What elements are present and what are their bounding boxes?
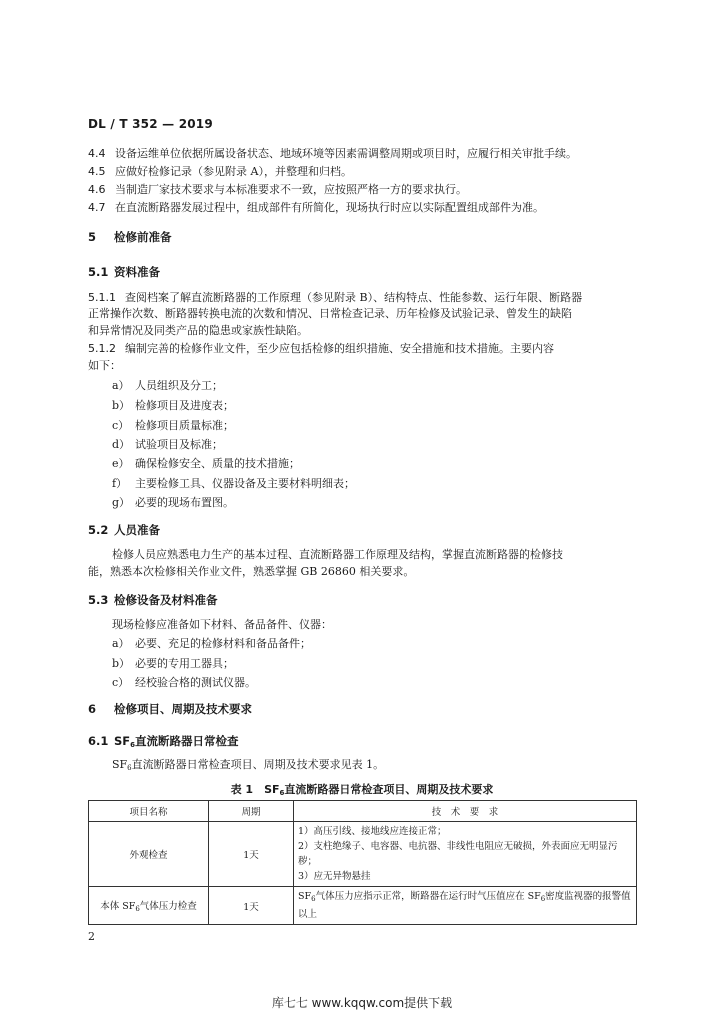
- list-item: [112, 398, 234, 413]
- list-item: [112, 476, 355, 491]
- section-number: 6.1: [88, 734, 109, 748]
- section-5-2-heading: [88, 522, 160, 538]
- list-marker: b）: [112, 657, 131, 670]
- list-marker: d）: [112, 438, 131, 451]
- column-header: 周期: [209, 801, 294, 822]
- list-text: 必要的专用工器具；: [135, 657, 234, 670]
- list-item: [112, 378, 223, 393]
- list-item: [112, 675, 256, 690]
- requirement-cell: [294, 887, 637, 925]
- list-item: [112, 656, 234, 671]
- list-text: 经校验合格的测试仪器。: [135, 676, 256, 689]
- paragraph-5-2-line2: 能，熟悉本次检修相关作业文件，熟悉掌握 GB 26860 相关要求。: [88, 565, 415, 578]
- clause-4-7: [88, 200, 544, 215]
- section-title: 检修前准备: [114, 230, 172, 244]
- clause-5-1-1-line1: [88, 290, 582, 305]
- column-header: 技 术 要 求: [294, 801, 637, 822]
- list-marker: c）: [112, 676, 130, 689]
- list-text: 人员组织及分工；: [135, 379, 223, 392]
- requirement-line: 3）应无异物悬挂: [298, 871, 371, 882]
- section-title: 资料准备: [114, 265, 160, 279]
- section-5-heading: [88, 229, 172, 245]
- clause-4-5: [88, 164, 352, 179]
- clause-text: 应做好检修记录（参见附录 A），并整理和归档。: [115, 165, 352, 178]
- section-6-1-heading: [88, 733, 239, 749]
- list-item: [112, 437, 223, 452]
- paragraph-5-2-line1: 检修人员应熟悉电力生产的基本过程、直流断路器工作原理及结构，掌握直流断路器的检修技: [112, 548, 563, 561]
- caption-title: 直流断路器日常检查项目、周期及技术要求: [284, 783, 494, 796]
- clause-4-4: [88, 146, 577, 161]
- list-text: 检修项目质量标准；: [135, 419, 234, 432]
- section-number: 6: [88, 702, 97, 716]
- list-item: [112, 495, 234, 510]
- item-name-cell: [89, 887, 209, 925]
- section-5-3-heading: [88, 592, 218, 608]
- list-marker: b）: [112, 399, 131, 412]
- section-title: 人员准备: [114, 523, 160, 537]
- clause-text: 编制完善的检修作业文件，至少应包括检修的组织措施、安全措施和技术措施。主要内容: [125, 342, 554, 355]
- list-marker: g）: [112, 496, 131, 509]
- paragraph-5-3: 现场检修应准备如下材料、备品备件、仪器：: [112, 618, 332, 631]
- cell-text: 气体压力应指示正常，断路器在运行时气压值应在 SF: [315, 891, 541, 902]
- table-caption: [0, 781, 724, 797]
- cell-text: SF: [298, 891, 312, 902]
- list-text: 必要的现场布置图。: [135, 496, 234, 509]
- table-row: [89, 887, 637, 925]
- table-header-row: [89, 801, 637, 822]
- subscript: 6: [127, 764, 132, 772]
- clause-5-1-2-line1: [88, 341, 554, 356]
- clause-text: 查阅档案了解直流断路器的工作原理（参见附录 B）、结构特点、性能参数、运行年限、断路器: [125, 291, 583, 304]
- clause-text: 在直流断路器发展过程中，组成部件有所简化，现场执行时应以实际配置组成部件为准。: [115, 201, 544, 214]
- section-title: 检修项目、周期及技术要求: [114, 702, 252, 716]
- period-cell: 1天: [209, 887, 294, 925]
- period-cell: 1天: [209, 822, 294, 887]
- requirement-line: 1）高压引线、接地线应连接正常；: [298, 826, 447, 837]
- table-row: [89, 822, 637, 887]
- section-title: 检修设备及材料准备: [114, 593, 218, 607]
- subscript: 6: [135, 905, 140, 913]
- list-text: 确保检修安全、质量的技术措施；: [135, 457, 300, 470]
- list-marker: c）: [112, 419, 130, 432]
- section-title: 直流断路器日常检查: [135, 734, 239, 748]
- item-name-cell: 外观检查: [89, 822, 209, 887]
- subscript: 6: [279, 789, 285, 797]
- section-number: 5: [88, 230, 97, 244]
- list-text: 主要检修工具、仪器设备及主要材料明细表；: [135, 477, 355, 490]
- cell-text: 本体 SF: [100, 901, 136, 912]
- clause-number: 4.5: [88, 165, 106, 178]
- section-5-1-heading: [88, 264, 160, 280]
- section-number: 5.2: [88, 523, 109, 537]
- download-footer: 库七七 www.kqqw.com提供下载: [271, 996, 453, 1010]
- list-text: 检修项目及进度表；: [135, 399, 234, 412]
- list-text: 必要、充足的检修材料和备品备件；: [135, 637, 311, 650]
- list-marker: e）: [112, 457, 130, 470]
- list-item: [112, 456, 300, 471]
- requirement-line: 2）支柱绝缘子、电容器、电抗器、非线性电阻应无破损，外表面应无明显污秽；: [298, 841, 618, 867]
- column-header: 项目名称: [89, 801, 209, 822]
- subscript: 6: [540, 895, 546, 903]
- clause-number: 4.4: [88, 147, 106, 160]
- clause-5-1-1-line3: 和异常情况及同类产品的隐患或家族性缺陷。: [88, 324, 308, 337]
- section-number: 5.3: [88, 593, 109, 607]
- requirement-cell: [294, 822, 637, 887]
- list-item: [112, 418, 234, 433]
- list-marker: f）: [112, 477, 128, 490]
- clause-5-1-1-line2: 正常操作次数、断路器转换电流的次数和情况、日常检查记录、历年检修及试验记录、曾发生的缺陷: [88, 307, 572, 320]
- list-marker: a）: [112, 637, 130, 650]
- clause-number: 4.6: [88, 183, 106, 196]
- standard-header: DL / T 352 — 2019: [88, 117, 213, 131]
- subscript: 6: [130, 741, 136, 749]
- clause-number: 4.7: [88, 201, 106, 214]
- sf-text: SF: [112, 758, 128, 771]
- section-number: 5.1: [88, 265, 109, 279]
- sf-text: SF: [114, 734, 131, 748]
- cell-text: 密度监视器的报警值以上: [298, 891, 631, 920]
- clause-number: 5.1.1: [88, 291, 116, 304]
- page-number: 2: [88, 930, 95, 943]
- clause-text: 设备运维单位依据所属设备状态、地域环境等因素需调整周期或项目时，应履行相关审批手续。: [115, 147, 577, 160]
- inspection-table: [88, 800, 637, 925]
- paragraph-6-1: [112, 757, 384, 776]
- clause-5-1-2-line2: 如下：: [88, 359, 121, 372]
- clause-text: 当制造厂家技术要求与本标准要求不一致，应按照严格一方的要求执行。: [115, 183, 467, 196]
- list-text: 试验项目及标准；: [135, 438, 223, 451]
- subscript: 6: [311, 895, 316, 903]
- list-marker: a）: [112, 379, 130, 392]
- cell-text: 气体压力检查: [139, 901, 197, 912]
- paragraph-text: 直流断路器日常检查项目、周期及技术要求见表 1。: [131, 758, 385, 771]
- section-6-heading: [88, 701, 252, 717]
- list-item: [112, 636, 311, 651]
- clause-number: 5.1.2: [88, 342, 116, 355]
- clause-4-6: [88, 182, 467, 197]
- caption-prefix: 表 1 SF: [230, 783, 280, 796]
